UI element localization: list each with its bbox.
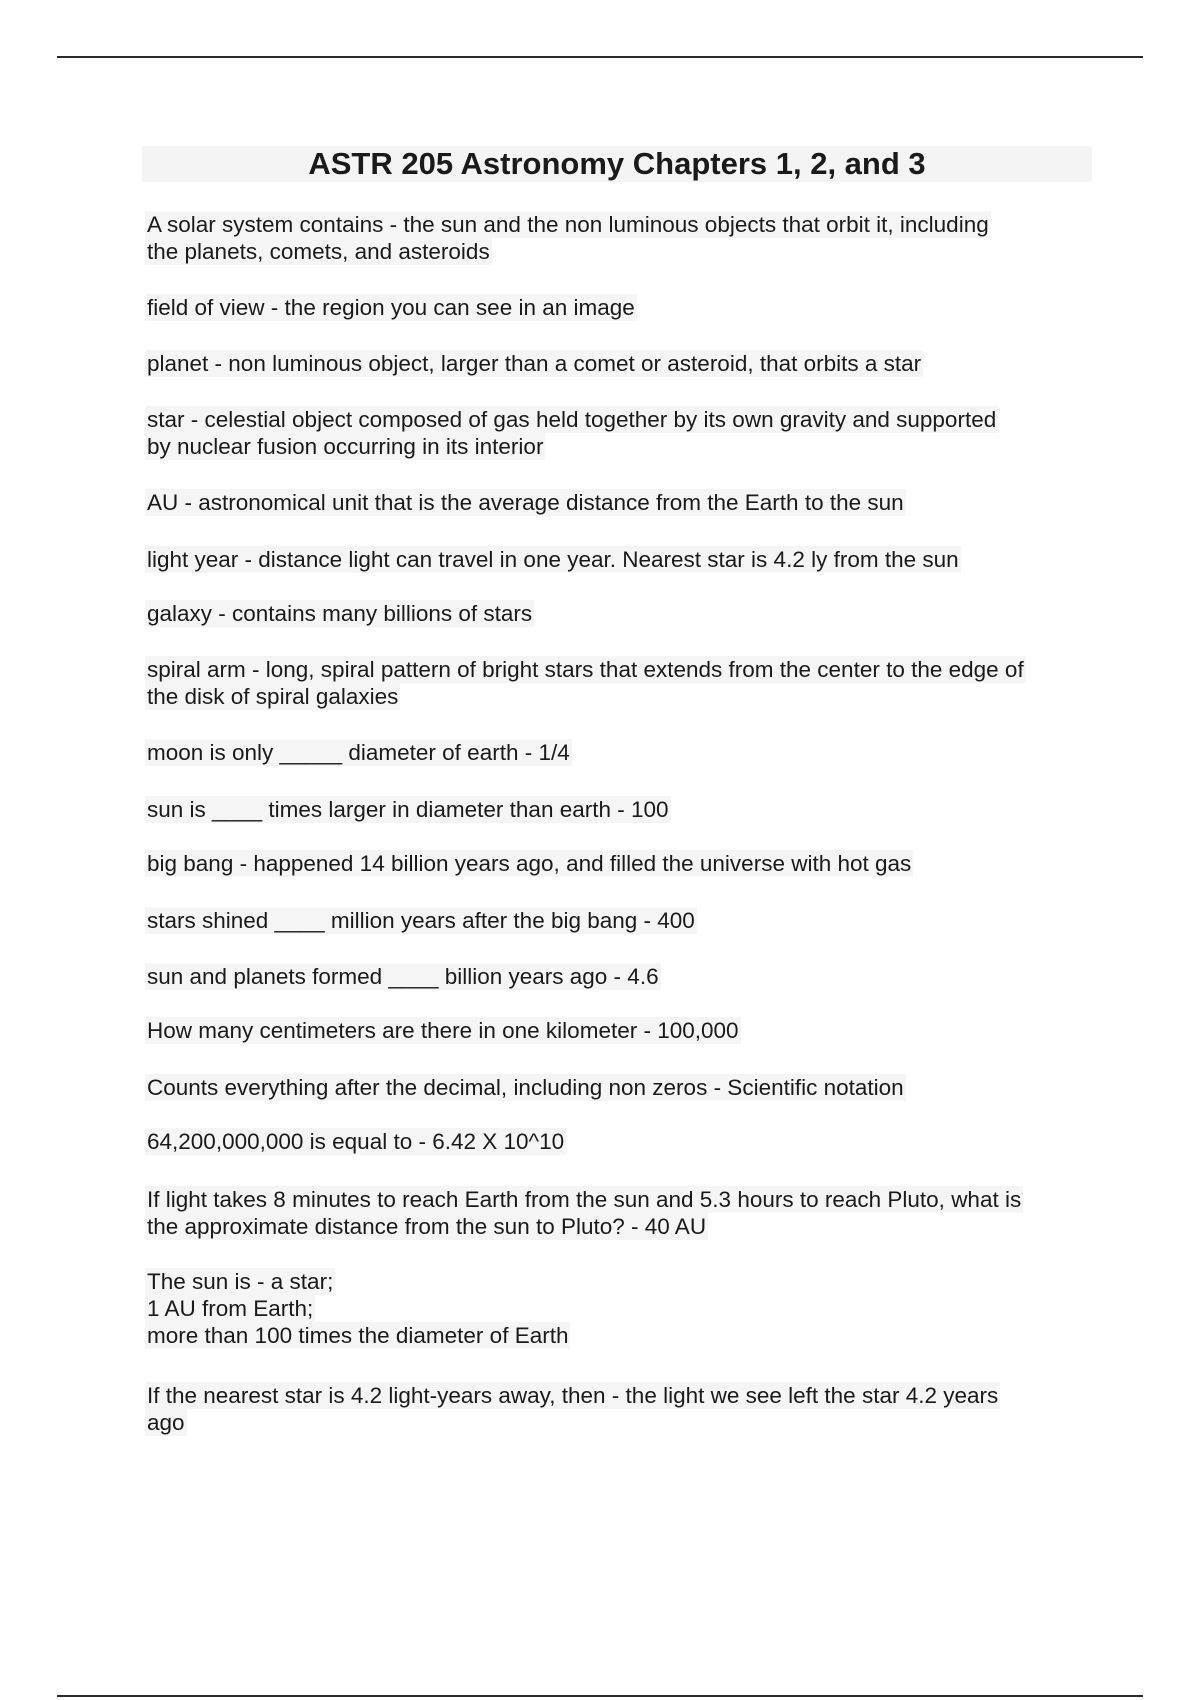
entry-line: planet - non luminous object, larger than a comet or asteroid, that orbits a star bbox=[147, 351, 922, 376]
entry-line: A solar system contains - the sun and the non luminous objects that orbit it, including bbox=[147, 212, 989, 237]
entry-line: Counts everything after the decimal, including non zeros - Scientific notation bbox=[147, 1075, 904, 1100]
entry-line: the disk of spiral galaxies bbox=[147, 684, 399, 709]
entry-line: big bang - happened 14 billion years ago, and filled the universe with hot gas bbox=[147, 851, 912, 876]
entry-line: the approximate distance from the sun to Pluto? - 40 AU bbox=[147, 1214, 707, 1239]
entry-line: light year - distance light can travel in one year. Nearest star is 4.2 ly from the sun bbox=[147, 547, 959, 572]
entry-planet bbox=[145, 350, 1095, 377]
entry-field-of-view bbox=[145, 294, 1095, 321]
bottom-rule bbox=[57, 1695, 1143, 1697]
entry-line: ago bbox=[147, 1410, 185, 1435]
entry-spiral-arm bbox=[145, 656, 1095, 710]
document-title: ASTR 205 Astronomy Chapters 1, 2, and 3 bbox=[142, 146, 1092, 182]
entry-line: the planets, comets, and asteroids bbox=[147, 239, 490, 264]
entry-line: If light takes 8 minutes to reach Earth from the sun and 5.3 hours to reach Pluto, what is bbox=[147, 1187, 1022, 1212]
entry-line: AU - astronomical unit that is the average distance from the Earth to the sun bbox=[147, 490, 904, 515]
entry-star bbox=[145, 406, 1095, 460]
entry-line: 1 AU from Earth; bbox=[147, 1296, 314, 1321]
entry-light-year bbox=[145, 546, 1095, 573]
entry-centimeters bbox=[145, 1017, 1095, 1044]
entry-line: more than 100 times the diameter of Earth bbox=[147, 1323, 569, 1348]
entry-line: galaxy - contains many billions of stars bbox=[147, 601, 533, 626]
entry-line: The sun is - a star; bbox=[147, 1269, 334, 1294]
entry-solar-system bbox=[145, 211, 1095, 265]
entry-line: field of view - the region you can see in an image bbox=[147, 295, 635, 320]
entry-moon bbox=[145, 739, 1095, 766]
entry-64-billion bbox=[145, 1128, 1095, 1155]
top-rule bbox=[57, 56, 1143, 58]
entry-nearest-star bbox=[145, 1382, 1095, 1436]
entry-stars-shined bbox=[145, 907, 1095, 934]
entry-line: 64,200,000,000 is equal to - 6.42 X 10^10 bbox=[147, 1129, 565, 1154]
entry-au bbox=[145, 489, 1095, 516]
entry-sun-size bbox=[145, 796, 1095, 823]
entry-line: by nuclear fusion occurring in its interior bbox=[147, 434, 544, 459]
entry-line: sun and planets formed ____ billion years ago - 4.6 bbox=[147, 964, 659, 989]
entry-line: sun is ____ times larger in diameter than earth - 100 bbox=[147, 797, 669, 822]
entry-line: How many centimeters are there in one kilometer - 100,000 bbox=[147, 1018, 739, 1043]
entry-line: spiral arm - long, spiral pattern of bright stars that extends from the center to the edge of bbox=[147, 657, 1024, 682]
entry-galaxy bbox=[145, 600, 1095, 627]
entry-line: star - celestial object composed of gas held together by its own gravity and supported bbox=[147, 407, 997, 432]
entry-scientific-notation bbox=[145, 1074, 1095, 1101]
entry-big-bang bbox=[145, 850, 1095, 877]
entry-pluto-distance bbox=[145, 1186, 1095, 1240]
entry-line: stars shined ____ million years after the big bang - 400 bbox=[147, 908, 695, 933]
entry-line: If the nearest star is 4.2 light-years away, then - the light we see left the star 4.2 years bbox=[147, 1383, 999, 1408]
entry-the-sun-is bbox=[145, 1268, 1095, 1349]
entry-sun-planets-formed bbox=[145, 963, 1095, 990]
entry-line: moon is only _____ diameter of earth - 1/4 bbox=[147, 740, 570, 765]
